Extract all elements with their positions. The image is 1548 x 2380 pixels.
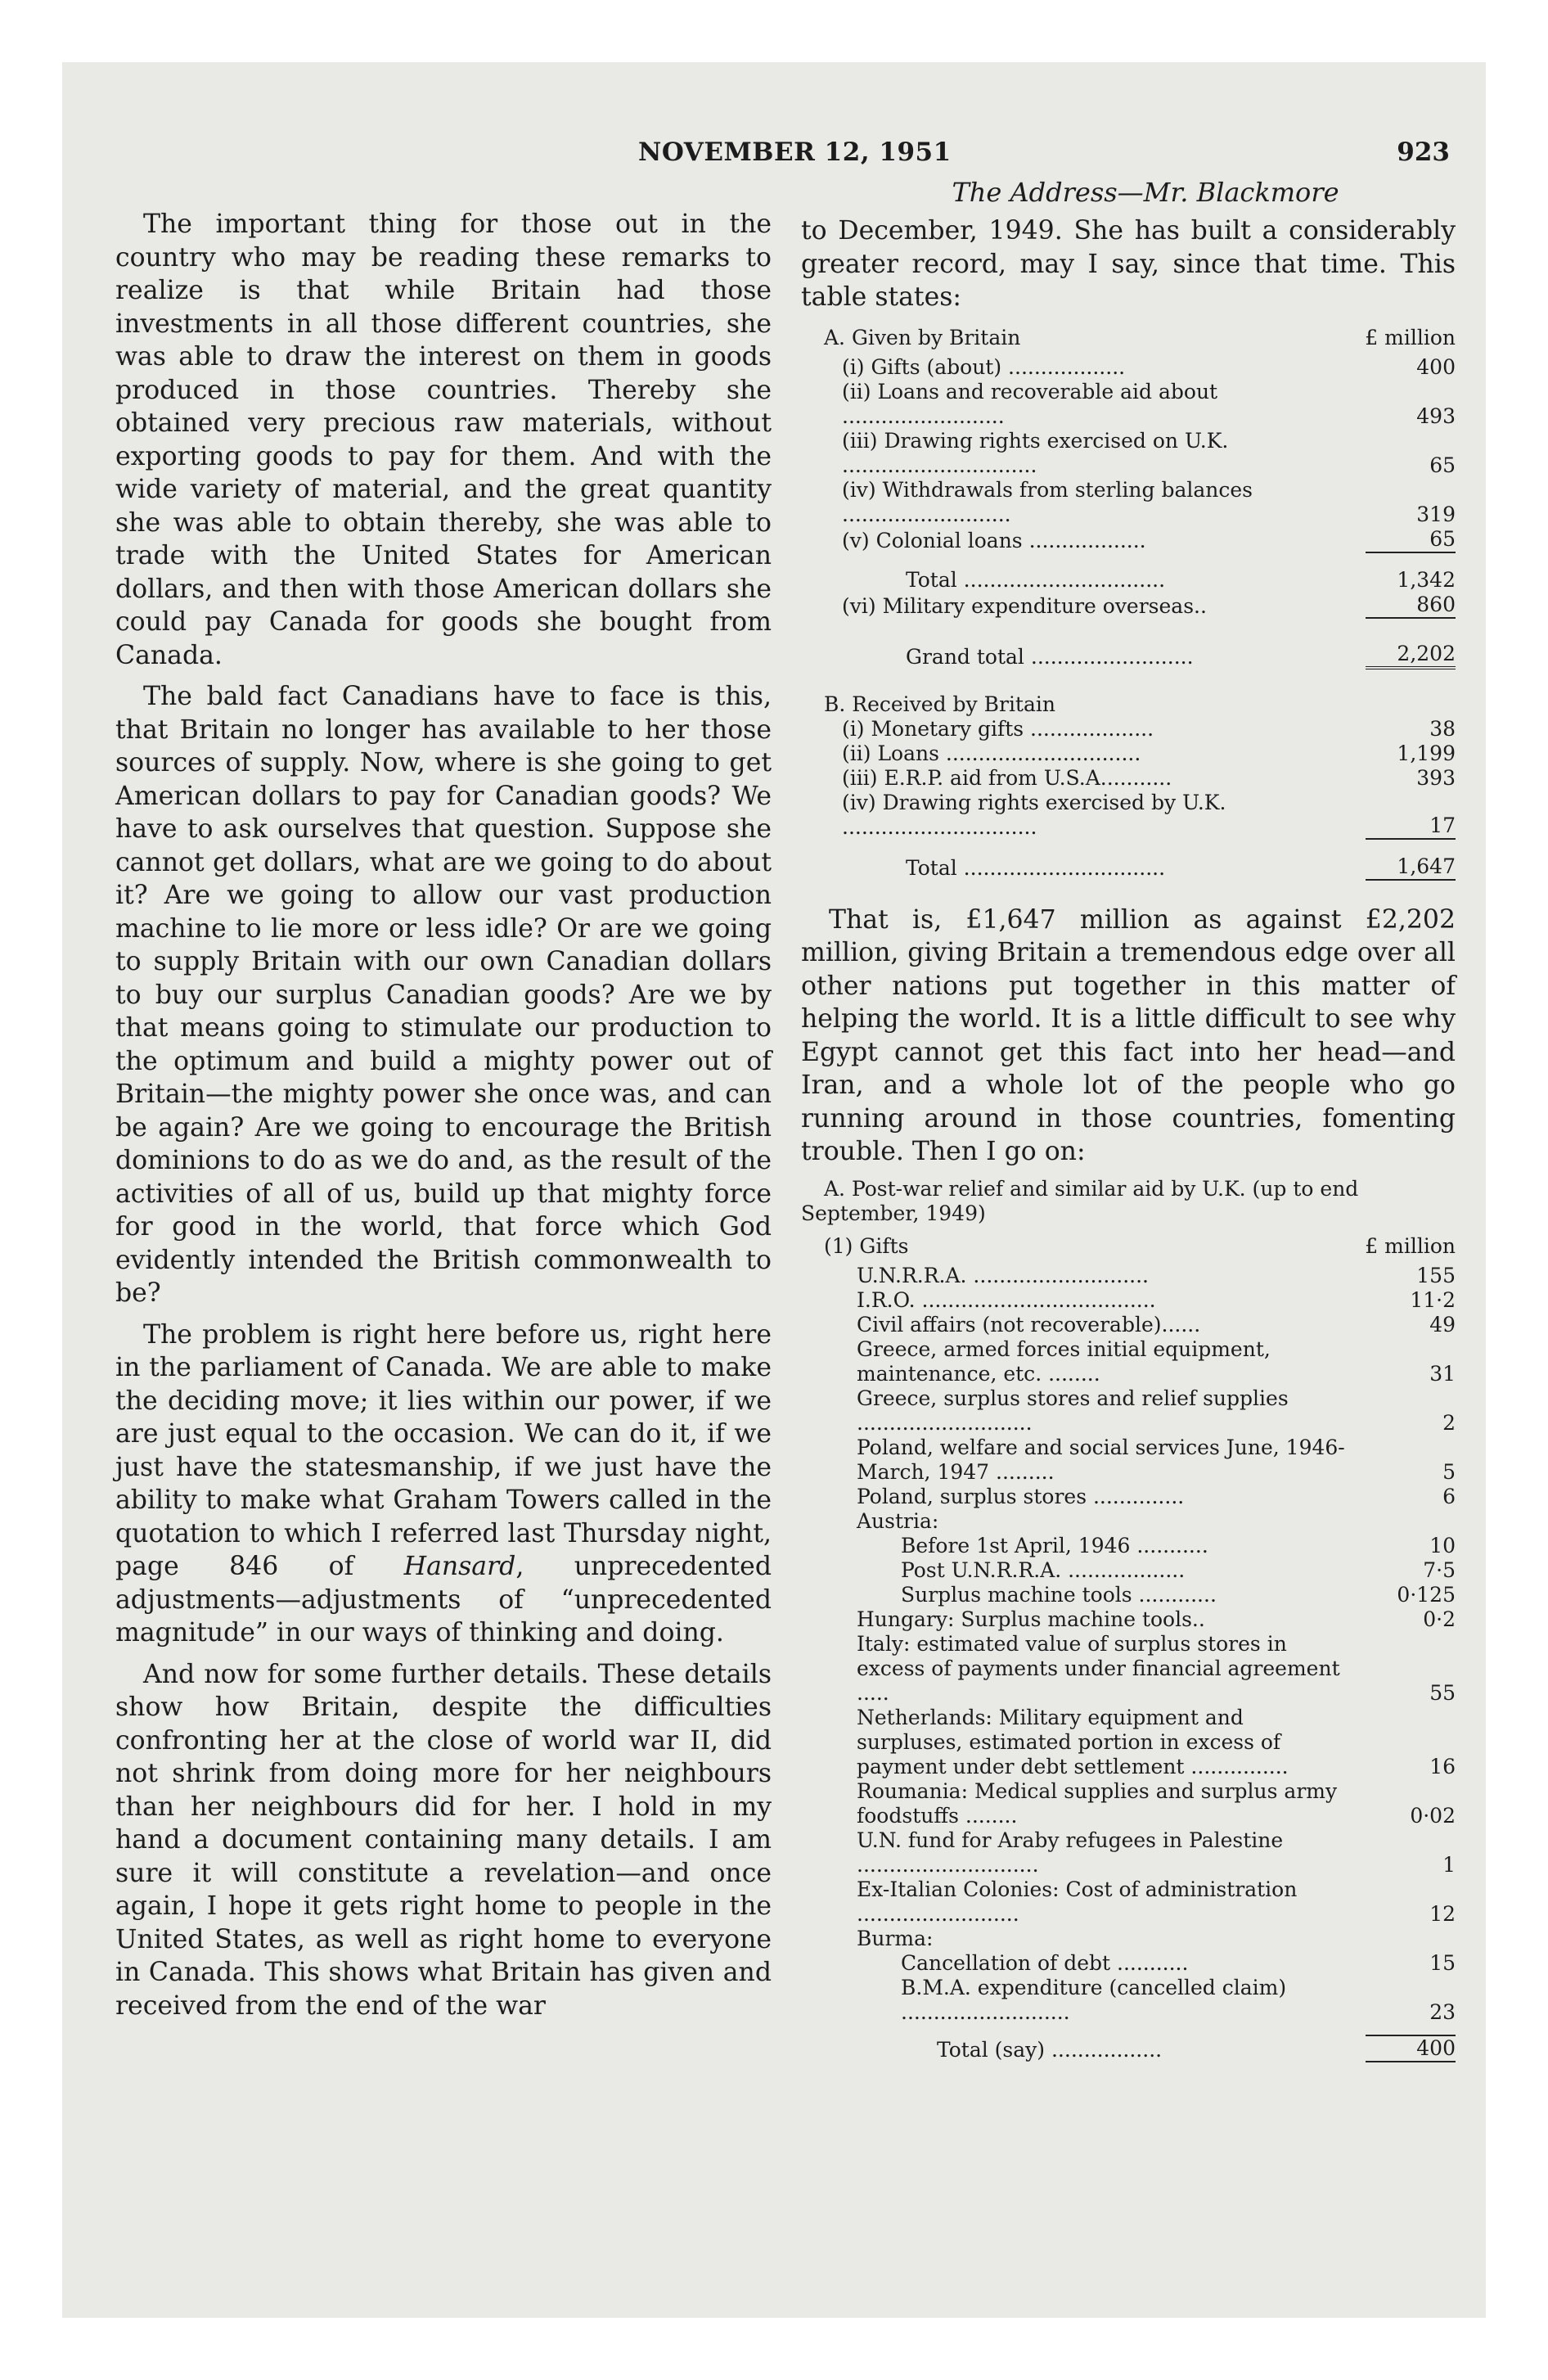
grand-total-row: Grand total ......................... 2,202 [906, 641, 1456, 669]
paragraph-problem-end: , unprecedented adjustments—adjustments of “unprecedented magnitude” in our ways of thinking and doing. [115, 1552, 772, 1648]
table-row: Greece, surplus stores and relief supplies ........................... 2 [857, 1386, 1456, 1435]
table-row: (ii) Loans and recoverable aid about ......................... 493 [842, 379, 1456, 428]
table2-unit: £ million [1365, 1233, 1456, 1258]
page-number: 923 [1397, 137, 1450, 167]
table-row: Before 1st April, 1946 ........... 10 [901, 1533, 1456, 1557]
middle-text: That is, £1,647 million as against £2,202 million, giving Britain a tremendous edge over all other nations put together in this matter of helping the world. It is a little difficult to see why Egypt cannot get this fact into her head—and Iran, and a whole lot of the people who go running around in those countries, fomenting trouble. Then I go on: [801, 904, 1456, 1166]
table-row: Civil affairs (not recoverable)...... 49 [857, 1312, 1456, 1336]
table1-unit: £ million [1365, 325, 1456, 349]
intro-paragraph [801, 214, 1456, 314]
page-date: NOVEMBER 12, 1951 [638, 137, 952, 167]
austria-label-row: Austria: [857, 1508, 939, 1533]
table-row: (iv) Drawing rights exercised by U.K. .............................. 17 [842, 790, 1456, 839]
table-row: Netherlands: Military equipment and surpluses, estimated portion in excess of payment under debt settlement ............... 16 [857, 1705, 1456, 1778]
table-row: (ii) Loans .............................. 1,199 [842, 741, 1456, 765]
table-row: (iii) Drawing rights exercised on U.K. .............................. 65 [842, 428, 1456, 477]
received-heading-row [801, 692, 1456, 717]
running-head: The Address—Mr. Blackmore [952, 177, 1339, 208]
table-given-received [801, 326, 1456, 881]
table-row: (iv) Withdrawals from sterling balances .......................... 319 [842, 477, 1456, 526]
table-row: U.N.R.R.A. ........................... 155 [857, 1263, 1456, 1287]
received-heading: B. Received by Britain [824, 692, 1055, 716]
page-header [115, 131, 1450, 172]
table-row: (iii) E.R.P. aid from U.S.A........... 393 [842, 765, 1456, 790]
given-heading: A. Given by Britain [824, 325, 1021, 349]
table1-header-row [801, 326, 1456, 350]
right-column [801, 214, 1456, 2062]
table-row: Roumania: Medical supplies and surplus army foodstuffs ........ 0·02 [857, 1778, 1456, 1828]
table-row: U.N. fund for Araby refugees in Palestine ............................ 1 [857, 1828, 1456, 1877]
subtotal-row: Total ............................... 1,342 [906, 567, 1456, 592]
paragraph-problem-text: The problem is right here before us, right here in the parliament of Canada. We are able to make the deciding move; it lies within our power, if we are just equal to the occasion. We can do it, if we just have the statesmanship, if we just have the ability to make what Graham Towers called in the quotation to which I referred last Thursday night, page 846 of [115, 1319, 772, 1581]
table2-header-row [801, 1234, 1456, 1259]
military-row: (vi) Military expenditure overseas.. 860 [842, 592, 1456, 618]
table-row: (v) Colonial loans .................. 65 [842, 526, 1456, 552]
table-row: Hungary: Surplus machine tools.. 0·2 [857, 1607, 1456, 1631]
paragraph-problem [115, 1318, 772, 1650]
intro-text: to December, 1949. She has built a considerably greater record, may I say, since that time. This table states: [801, 216, 1456, 312]
table-row: Poland, surplus stores .............. 6 [857, 1484, 1456, 1508]
table-row: B.M.A. expenditure (cancelled claim) .......................... 23 [901, 1975, 1456, 2024]
table-row: I.R.O. .................................... 11·2 [857, 1287, 1456, 1312]
middle-paragraph [801, 904, 1456, 1169]
paragraph-investments: The important thing for those out in the country who may be reading these remarks to realize is that while Britain had those investments in all those different countries, she was able to draw the interest on them in goods produced in those countries. Thereby she obtained very precious raw materials, without exporting goods to pay for them. And with the wide variety of material, and the great quantity she was able to obtain thereby, she was able to trade with the United States for American dollars, and then with those American dollars she could pay Canada for goods she bought from Canada. [115, 210, 772, 670]
table-row: Poland, welfare and social services June, 1946-March, 1947 ......... 5 [857, 1435, 1456, 1484]
gifts-label: (1) Gifts [824, 1233, 909, 1258]
table-row: Italy: estimated value of surplus stores in excess of payments under financial agreement ..... 55 [857, 1631, 1456, 1705]
table-row: (i) Gifts (about) .................. 400 [842, 354, 1456, 379]
hansard-italic: Hansard [403, 1552, 516, 1581]
table-row: Cancellation of debt ........... 15 [901, 1950, 1456, 1975]
left-column [115, 208, 772, 2031]
table-row: Post U.N.R.R.A. .................. 7·5 [901, 1557, 1456, 1582]
table2-total-row: Total (say) ................. 400 [937, 2035, 1456, 2062]
table-row: Greece, armed forces initial equipment, maintenance, etc. ........ 31 [857, 1336, 1456, 1386]
table-row: Surplus machine tools ............ 0·125 [901, 1582, 1456, 1607]
table-row: (i) Monetary gifts ................... 38 [842, 716, 1456, 741]
table2-heading: A. Post-war relief and similar aid by U.K. (up to end September, 1949) [801, 1176, 1359, 1225]
table-post-war-relief [801, 1177, 1456, 2062]
paragraph-further-details: And now for some further details. These details show how Britain, despite the difficulties confronting her at the close of world war II, did not shrink from doing more for her neighbours than her neighbours did for her. I hold in my hand a document containing many details. I am sure it will constitute a revelation—and once again, I hope it gets right home to people in the United States, as well as right home to everyone in Canada. This shows what Britain has given and received from the end of the war [115, 1659, 772, 2021]
received-total-row: Total ............................... 1,647 [906, 854, 1456, 880]
paragraph-bald-fact: The bald fact Canadians have to face is this, that Britain no longer has available to her those sources of supply. Now, where is she going to get American dollars to pay for Canadian goods? We have to ask ourselves that question. Suppose she cannot get dollars, what are we going to do about it? Are we going to allow our vast production machine to lie more or less idle? Or are we going to supply Britain with our own Canadian dollars to buy our surplus Canadian goods? Are we by that means going to stimulate our production to the optimum and build a mighty power out of Britain—the mighty power she once was, and can be again? Are we going to encourage the British dominions to do as we do and, as the result of the activities of all of us, build up that mighty force for good in the world, that force which God evidently intended the British commonwealth to be? [115, 682, 772, 1308]
table-row: Ex-Italian Colonies: Cost of administration ......................... 12 [857, 1877, 1456, 1926]
burma-label-row: Burma: [857, 1926, 934, 1950]
